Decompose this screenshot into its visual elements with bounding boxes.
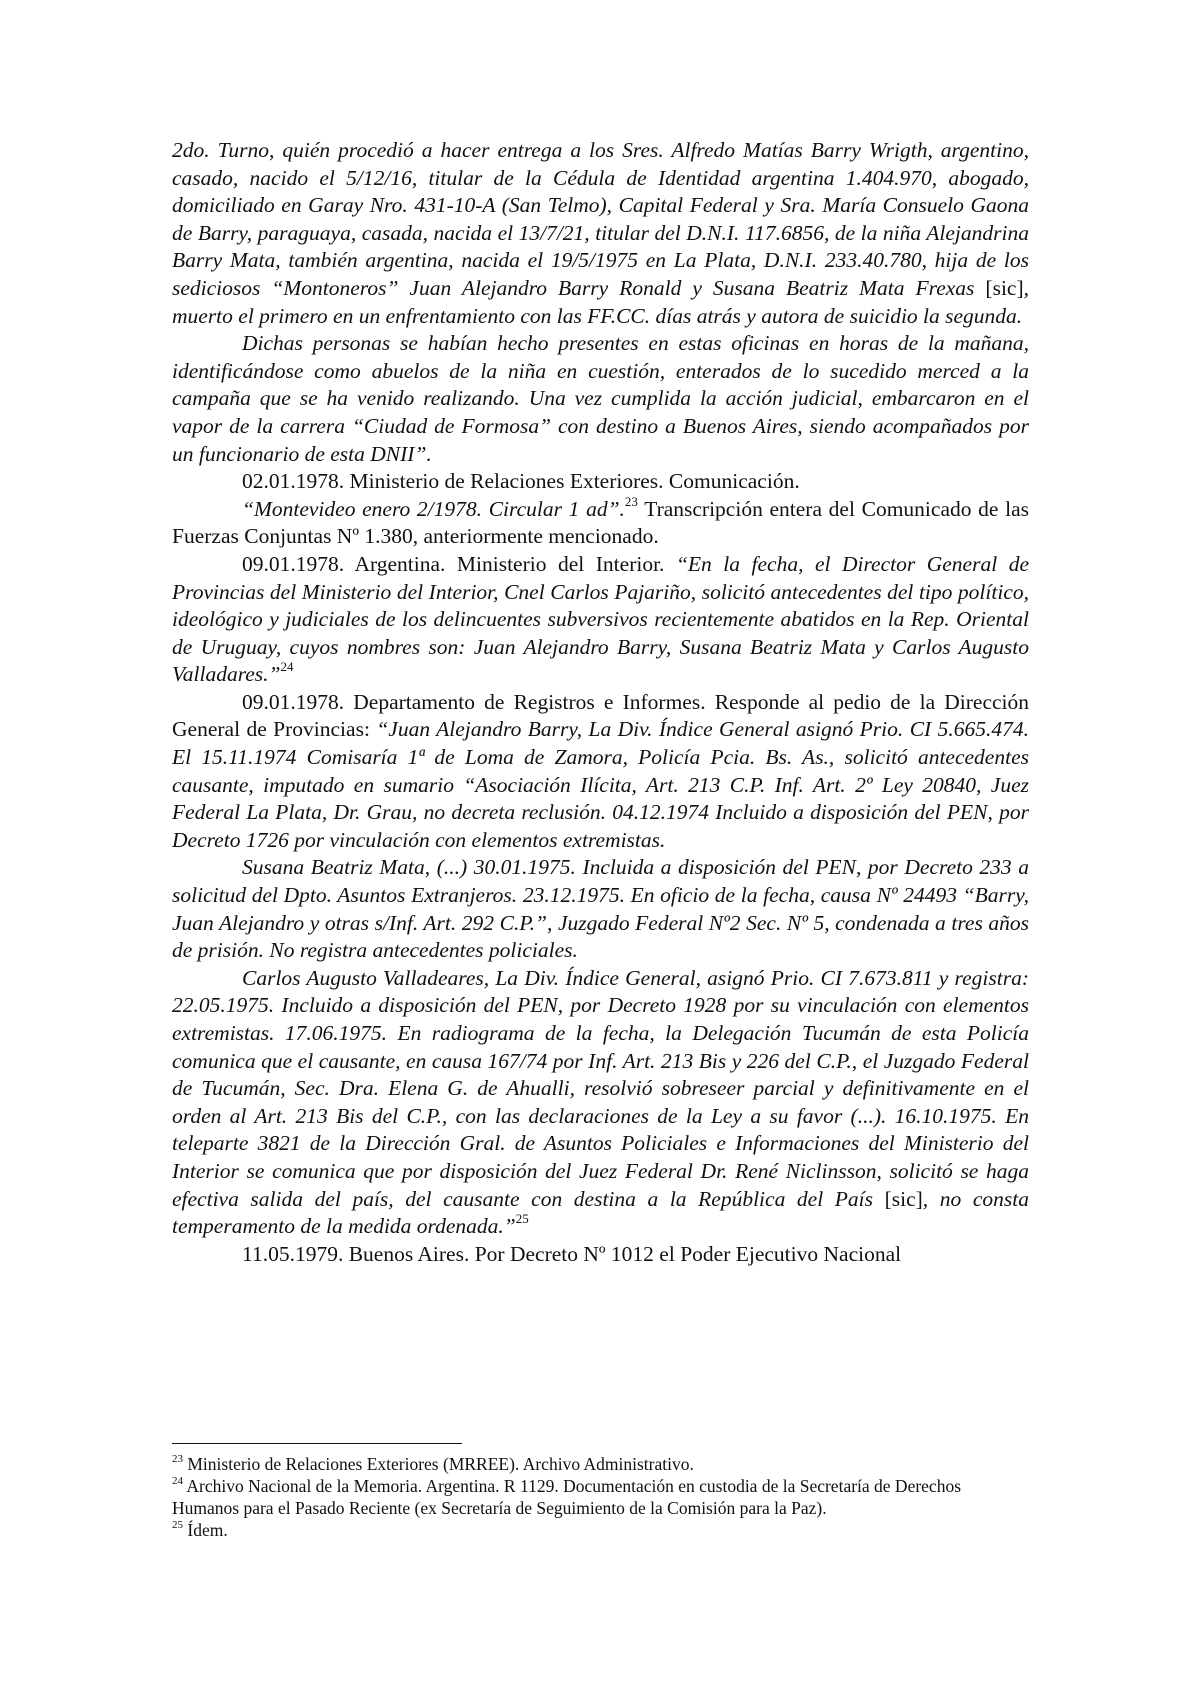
footnote: [172, 1453, 1029, 1475]
footnote-number: 24: [172, 1475, 183, 1488]
text-run: “Juan Alejandro Barry, La Div. Índice General asignó Prio. CI 5.665.474. El 15.11.1974 Comisaría 1ª de Loma de Zamora, Policía Pcia. Bs. As., solicitó antecedentes causante, imputado en sumario “Asociación Ilícita, Art. 213 C.P. Inf. Art. 2º Ley 20840, Juez Federal La Plata, Dr. Grau, no decreta reclusión. 04.12.1974 Incluido a disposición del PEN, por Decreto 1726 por vinculación con elementos extremistas.: [172, 717, 1029, 852]
footnote-number: 25: [172, 1519, 183, 1532]
footnote-ref[interactable]: 23: [624, 493, 638, 509]
paragraph: [172, 1241, 1029, 1269]
text-run: Carlos Augusto Valladeares, La Div. Índice General, asignó Prio. CI 7.673.811 y registra: 22.05.1975. Incluido a disposición del PEN, por Decreto 1928 por su vinculación con elementos extremistas. 17.06.1975. En radiograma de la fecha, la Delegación Tucumán de esta Policía comunica que el causante, en causa 167/74 por Inf. Art. 213 Bis y 226 del C.P., el Juzgado Federal de Tucumán, Sec. Dra. Elena G. de Ahualli, resolvió sobreseer parcial y definitivamente en el orden al Art. 213 Bis del C.P., con las declaraciones de la Ley a su favor (...). 16.10.1975. En teleparte 3821 de la Dirección Gral. de Asuntos Policiales e Informaciones del Ministerio del Interior se comunica que por disposición del Juez Federal Dr. René Niclinsson, solicitó se haga efectiva salida del país, del causante con destina a la República del País: [172, 965, 1029, 1211]
footnote: [172, 1519, 1029, 1541]
paragraph: [172, 493, 1030, 551]
text-run: Susana Beatriz Mata, (...) 30.01.1975. Incluida a disposición del PEN, por Decreto 233 a solicitud del Dpto. Asuntos Extranjeros. 23.12.1975. En oficio de la fecha, causa Nº 24493 “Barry, Juan Alejandro y otras s/Inf. Art. 292 C.P.”, Juzgado Federal Nº2 Sec. Nº 5, condenada a tres años de prisión. No registra antecedentes policiales.: [172, 855, 1029, 963]
text-run: 02.01.1978. Ministerio de Relaciones Exteriores. Comunicación.: [242, 469, 800, 494]
footnote-ref[interactable]: 25: [515, 1211, 529, 1226]
paragraph: [172, 965, 1029, 1241]
footnote-text: Ídem.: [187, 1520, 228, 1540]
paragraph: [172, 468, 1029, 496]
footnotes: [172, 1453, 1029, 1541]
text-run: , no consta temperamento de la medida ordenada.”: [172, 1186, 1029, 1239]
footnote-ref[interactable]: 24: [280, 659, 294, 675]
paragraph: [172, 551, 1029, 689]
text-run: Transcripción entera del Comunicado de las Fuerzas Conjuntas Nº 1.380, anteriormente mencionado.: [172, 496, 1030, 549]
paragraph: [172, 137, 1029, 330]
text-run: 09.01.1978. Departamento de Registros e Informes. Responde al pedio de la Dirección General de Provincias:: [172, 689, 1029, 742]
footnote-text: Ministerio de Relaciones Exteriores (MRREE). Archivo Administrativo.: [187, 1454, 694, 1474]
footnote-text: Archivo Nacional de la Memoria. Argentina. R 1129. Documentación en custodia de la Secretaría de Derechos Humanos para el Pasado Reciente (ex Secretaría de Seguimiento de la Comisión para la Paz).: [172, 1476, 962, 1518]
text-run: “Montevideo enero 2/1978. Circular 1 ad”.: [242, 496, 625, 521]
paragraph: [172, 689, 1029, 855]
text-run: Dichas personas se habían hecho presentes en estas oficinas en horas de la mañana, identificándose como abuelos de la niña en cuestión, enterados de lo sucedido merced a la campaña que se ha venido realizando. Una vez cumplida la acción judicial, embarcaron en el vapor de la carrera “Ciudad de Formosa” con destino a Buenos Aires, siendo acompañados por un funcionario de esta DNII”.: [172, 331, 1029, 466]
text-run: , muerto el primero en un enfrentamiento con las FF.CC. días atrás y autora de suicidio la segunda.: [172, 275, 1029, 328]
text-run: 2do. Turno, quién procedió a hacer entrega a los Sres. Alfredo Matías Barry Wrigth, argentino, casado, nacido el 5/12/16, titular de la Cédula de Identidad argentina 1.404.970, abogado, domiciliado en Garay Nro. 431-10-A (San Telmo), Capital Federal y Sra. María Consuelo Gaona de Barry, paraguaya, casada, nacida el 13/7/21, titular del D.N.I. 117.6856, de la niña Alejandrina Barry Mata, también argentina, nacida el 19/5/1975 en La Plata, D.N.I. 233.40.780, hija de los sediciosos “Montoneros” Juan Alejandro Barry Ronald y Susana Beatriz Mata Frexas: [172, 138, 1029, 300]
footnote-separator: [172, 1443, 462, 1444]
footnote: [172, 1475, 1029, 1519]
text-run: 11.05.1979. Buenos Aires. Por Decreto Nº 1012 el Poder Ejecutivo Nacional: [242, 1241, 902, 1266]
text-run: “En la fecha, el Director General de Provincias del Ministerio del Interior, Cnel Carlos Pajariño, solicitó antecedentes del tipo político, ideológico y judiciales de los delincuentes subversivos recientemente abatidos en la Rep. Oriental de Uruguay, cuyos nombres son: Juan Alejandro Barry, Susana Beatriz Mata y Carlos Augusto Valladares.”: [172, 551, 1029, 687]
text-run: [sic]: [985, 275, 1024, 300]
text-run: [sic]: [884, 1186, 923, 1211]
document-body: [172, 137, 1029, 1268]
paragraph: [172, 330, 1029, 468]
text-run: 09.01.1978. Argentina. Ministerio del Interior.: [242, 551, 676, 576]
footnote-number: 23: [172, 1453, 183, 1466]
paragraph: [172, 854, 1029, 964]
